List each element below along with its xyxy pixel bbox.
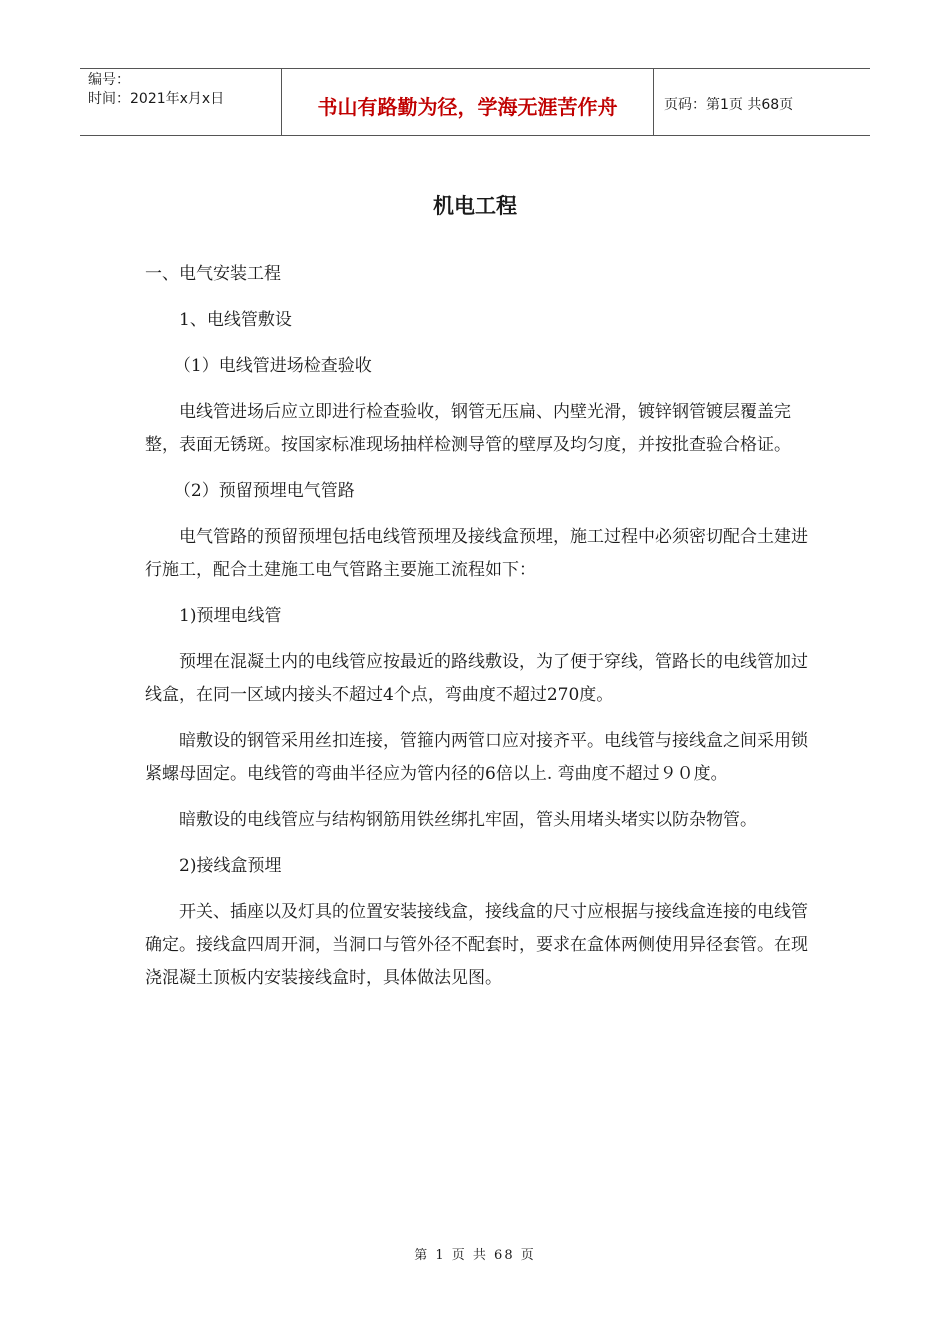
body-paragraph: 电气管路的预留预埋包括电线管预埋及接线盒预埋，施工过程中必须密切配合土建进行施工，配合土建施工电气管路主要施工流程如下： [145,527,808,580]
document-time-label: 时间：2021年x月x日 [88,91,225,107]
body-paragraph: 暗敷设的电线管应与结构钢筋用铁丝绑扎牢固，管头用堵头堵实以防杂物管。 [179,810,757,830]
page-footer: 第 1 页 共 68 页 [414,1248,536,1263]
sub-item-heading: 1)预埋电线管 [179,606,282,626]
header-page-code: 页码：第1页 共68页 [664,97,794,113]
document-number-label: 编号： [88,72,130,88]
body-paragraph: 电线管进场后应立即进行检查验收，钢管无压扁、内壁光滑，镀锌钢管镀层覆盖完整，表面无锈斑。按国家标准现场抽样检测导管的壁厚及均匀度，并按批查验合格证。 [145,402,791,455]
document-body [145,258,813,1008]
page-header [80,68,870,136]
sub-item-heading: 2)接线盒预埋 [179,856,282,876]
body-paragraph: 开关、插座以及灯具的位置安装接线盒，接线盒的尺寸应根据与接线盒连接的电线管确定。接线盒四周开洞，当洞口与管外径不配套时，要求在盒体两侧使用异径套管。在现浇混凝土顶板内安装接线盒时，具体做法见图。 [145,902,808,988]
body-paragraph: 预埋在混凝土内的电线管应按最近的路线敷设，为了便于穿线，管路长的电线管加过线盒，在同一区域内接头不超过4个点，弯曲度不超过270度。 [145,652,808,705]
header-motto: 书山有路勤为径，学海无涯苦作舟 [282,69,654,135]
item-heading: （1）电线管进场检查验收 [173,356,372,376]
section-heading: 一、电气安装工程 [145,264,281,284]
document-title: 机电工程 [433,194,517,218]
item-heading: （2）预留预埋电气管路 [173,481,355,501]
body-paragraph: 暗敷设的钢管采用丝扣连接，管箍内两管口应对接齐平。电线管与接线盒之间采用锁紧螺母固定。电线管的弯曲半径应为管内径的6倍以上. 弯曲度不超过９０度。 [145,731,808,784]
header-meta-cell [80,69,282,135]
subsection-heading: 1、电线管敷设 [179,310,292,330]
